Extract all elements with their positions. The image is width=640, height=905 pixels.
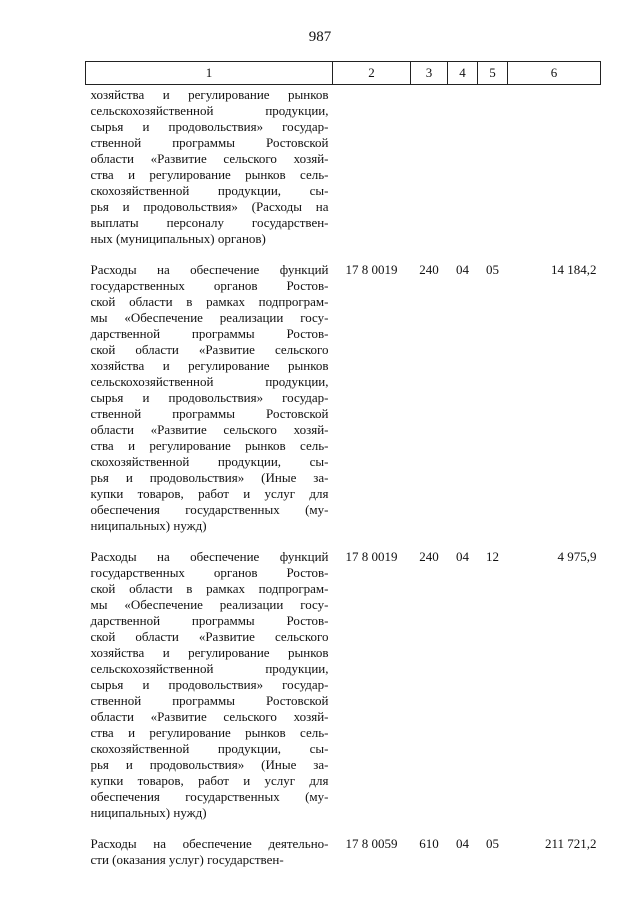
table-row (86, 262, 601, 534)
description-line: сельскохозяйственной продукции, (90, 661, 329, 676)
row-spacer (86, 534, 601, 549)
description-line: ных (муниципальных) органов) (90, 231, 266, 246)
page-number: 987 (308, 29, 332, 45)
subsection-code: 05 (486, 836, 499, 851)
amount-value: 4 975,9 (557, 549, 597, 564)
description-line: рья и продовольствия» (Иные за- (90, 470, 329, 485)
description-line: мы «Обеспечение реализации госу- (90, 310, 329, 325)
target-article-code: 17 8 0019 (345, 549, 398, 564)
description-line: ственной программы Ростовской (90, 406, 329, 421)
expense-description (86, 836, 333, 868)
column-header-6: 6 (508, 62, 601, 85)
description-line: ства и регулирование рынков сель- (90, 725, 329, 740)
table-row (86, 85, 601, 248)
description-line: ственной программы Ростовской (90, 693, 329, 708)
description-line: ниципальных) нужд) (90, 805, 207, 820)
subsection-code: 05 (486, 262, 499, 277)
section-code (448, 85, 478, 248)
description-line: купки товаров, работ и услуг для (90, 773, 329, 788)
description-line: области «Развитие сельского хозяй- (90, 151, 329, 166)
amount-value: 211 721,2 (544, 836, 597, 851)
expense-type-code: 240 (419, 549, 439, 564)
row-spacer-cell (86, 247, 601, 262)
table-body (86, 85, 601, 869)
description-line: скохозяйственной продукции, сы- (90, 454, 329, 469)
description-line: сырья и продовольствия» государ- (90, 677, 329, 692)
description-line: рья и продовольствия» (Иные за- (90, 757, 329, 772)
description-line: хозяйства и регулирование рынков (90, 87, 329, 102)
column-header-2: 2 (333, 62, 411, 85)
column-header-5: 5 (478, 62, 508, 85)
expense-type-code (411, 85, 448, 248)
description-line: ства и регулирование рынков сель- (90, 438, 329, 453)
description-line: государственных органов Ростов- (90, 565, 329, 580)
row-spacer (86, 821, 601, 836)
description-line: рья и продовольствия» (Расходы на (90, 199, 329, 214)
description-line: ственной программы Ростовской (90, 135, 329, 150)
description-line: обеспечения государственных (му- (90, 789, 329, 804)
column-header-4: 4 (448, 62, 478, 85)
description-line: дарственной программы Ростов- (90, 613, 329, 628)
description-line: Расходы на обеспечение функций (90, 262, 329, 277)
budget-table (85, 61, 601, 868)
row-spacer (86, 247, 601, 262)
section-code: 04 (456, 262, 469, 277)
expense-type-code: 610 (419, 836, 439, 851)
expense-description (86, 262, 333, 534)
description-line: ниципальных) нужд) (90, 518, 207, 533)
subsection-code: 12 (486, 549, 499, 564)
description-line: области «Развитие сельского хозяй- (90, 709, 329, 724)
target-article-code: 17 8 0019 (345, 262, 398, 277)
description-line: сти (оказания услуг) государствен- (90, 852, 284, 867)
description-line: мы «Обеспечение реализации госу- (90, 597, 329, 612)
description-line: ской области «Развитие сельского (90, 342, 329, 357)
description-line: хозяйства и регулирование рынков (90, 645, 329, 660)
description-line: Расходы на обеспечение деятельно- (90, 836, 329, 851)
column-header-3: 3 (411, 62, 448, 85)
section-code: 04 (456, 549, 469, 564)
column-header-1: 1 (86, 62, 333, 85)
table-row (86, 549, 601, 821)
description-line: ской области в рамках подпрограм- (90, 294, 329, 309)
description-line: скохозяйственной продукции, сы- (90, 183, 329, 198)
header-row (86, 62, 601, 85)
description-line: скохозяйственной продукции, сы- (90, 741, 329, 756)
description-line: купки товаров, работ и услуг для (90, 486, 329, 501)
amount-value: 14 184,2 (551, 262, 597, 277)
row-spacer-cell (86, 534, 601, 549)
description-line: ской области в рамках подпрограм- (90, 581, 329, 596)
description-line: сельскохозяйственной продукции, (90, 103, 329, 118)
description-line: ской области «Развитие сельского (90, 629, 329, 644)
table-header (86, 62, 601, 85)
expense-description (86, 85, 333, 248)
target-article-code (333, 85, 411, 248)
row-spacer-cell (86, 821, 601, 836)
amount-value (508, 85, 601, 248)
subsection-code (478, 85, 508, 248)
target-article-code: 17 8 0059 (345, 836, 398, 851)
description-line: области «Развитие сельского хозяй- (90, 422, 329, 437)
description-line: хозяйства и регулирование рынков (90, 358, 329, 373)
description-line: государственных органов Ростов- (90, 278, 329, 293)
description-line: Расходы на обеспечение функций (90, 549, 329, 564)
description-line: обеспечения государственных (му- (90, 502, 329, 517)
description-line: сырья и продовольствия» государ- (90, 390, 329, 405)
section-code: 04 (456, 836, 469, 851)
description-line: выплаты персоналу государствен- (90, 215, 329, 230)
description-line: сырья и продовольствия» государ- (90, 119, 329, 134)
expense-type-code: 240 (419, 262, 439, 277)
description-line: ства и регулирование рынков сель- (90, 167, 329, 182)
table-row (86, 836, 601, 868)
description-line: дарственной программы Ростов- (90, 326, 329, 341)
description-line: сельскохозяйственной продукции, (90, 374, 329, 389)
expense-description (86, 549, 333, 821)
